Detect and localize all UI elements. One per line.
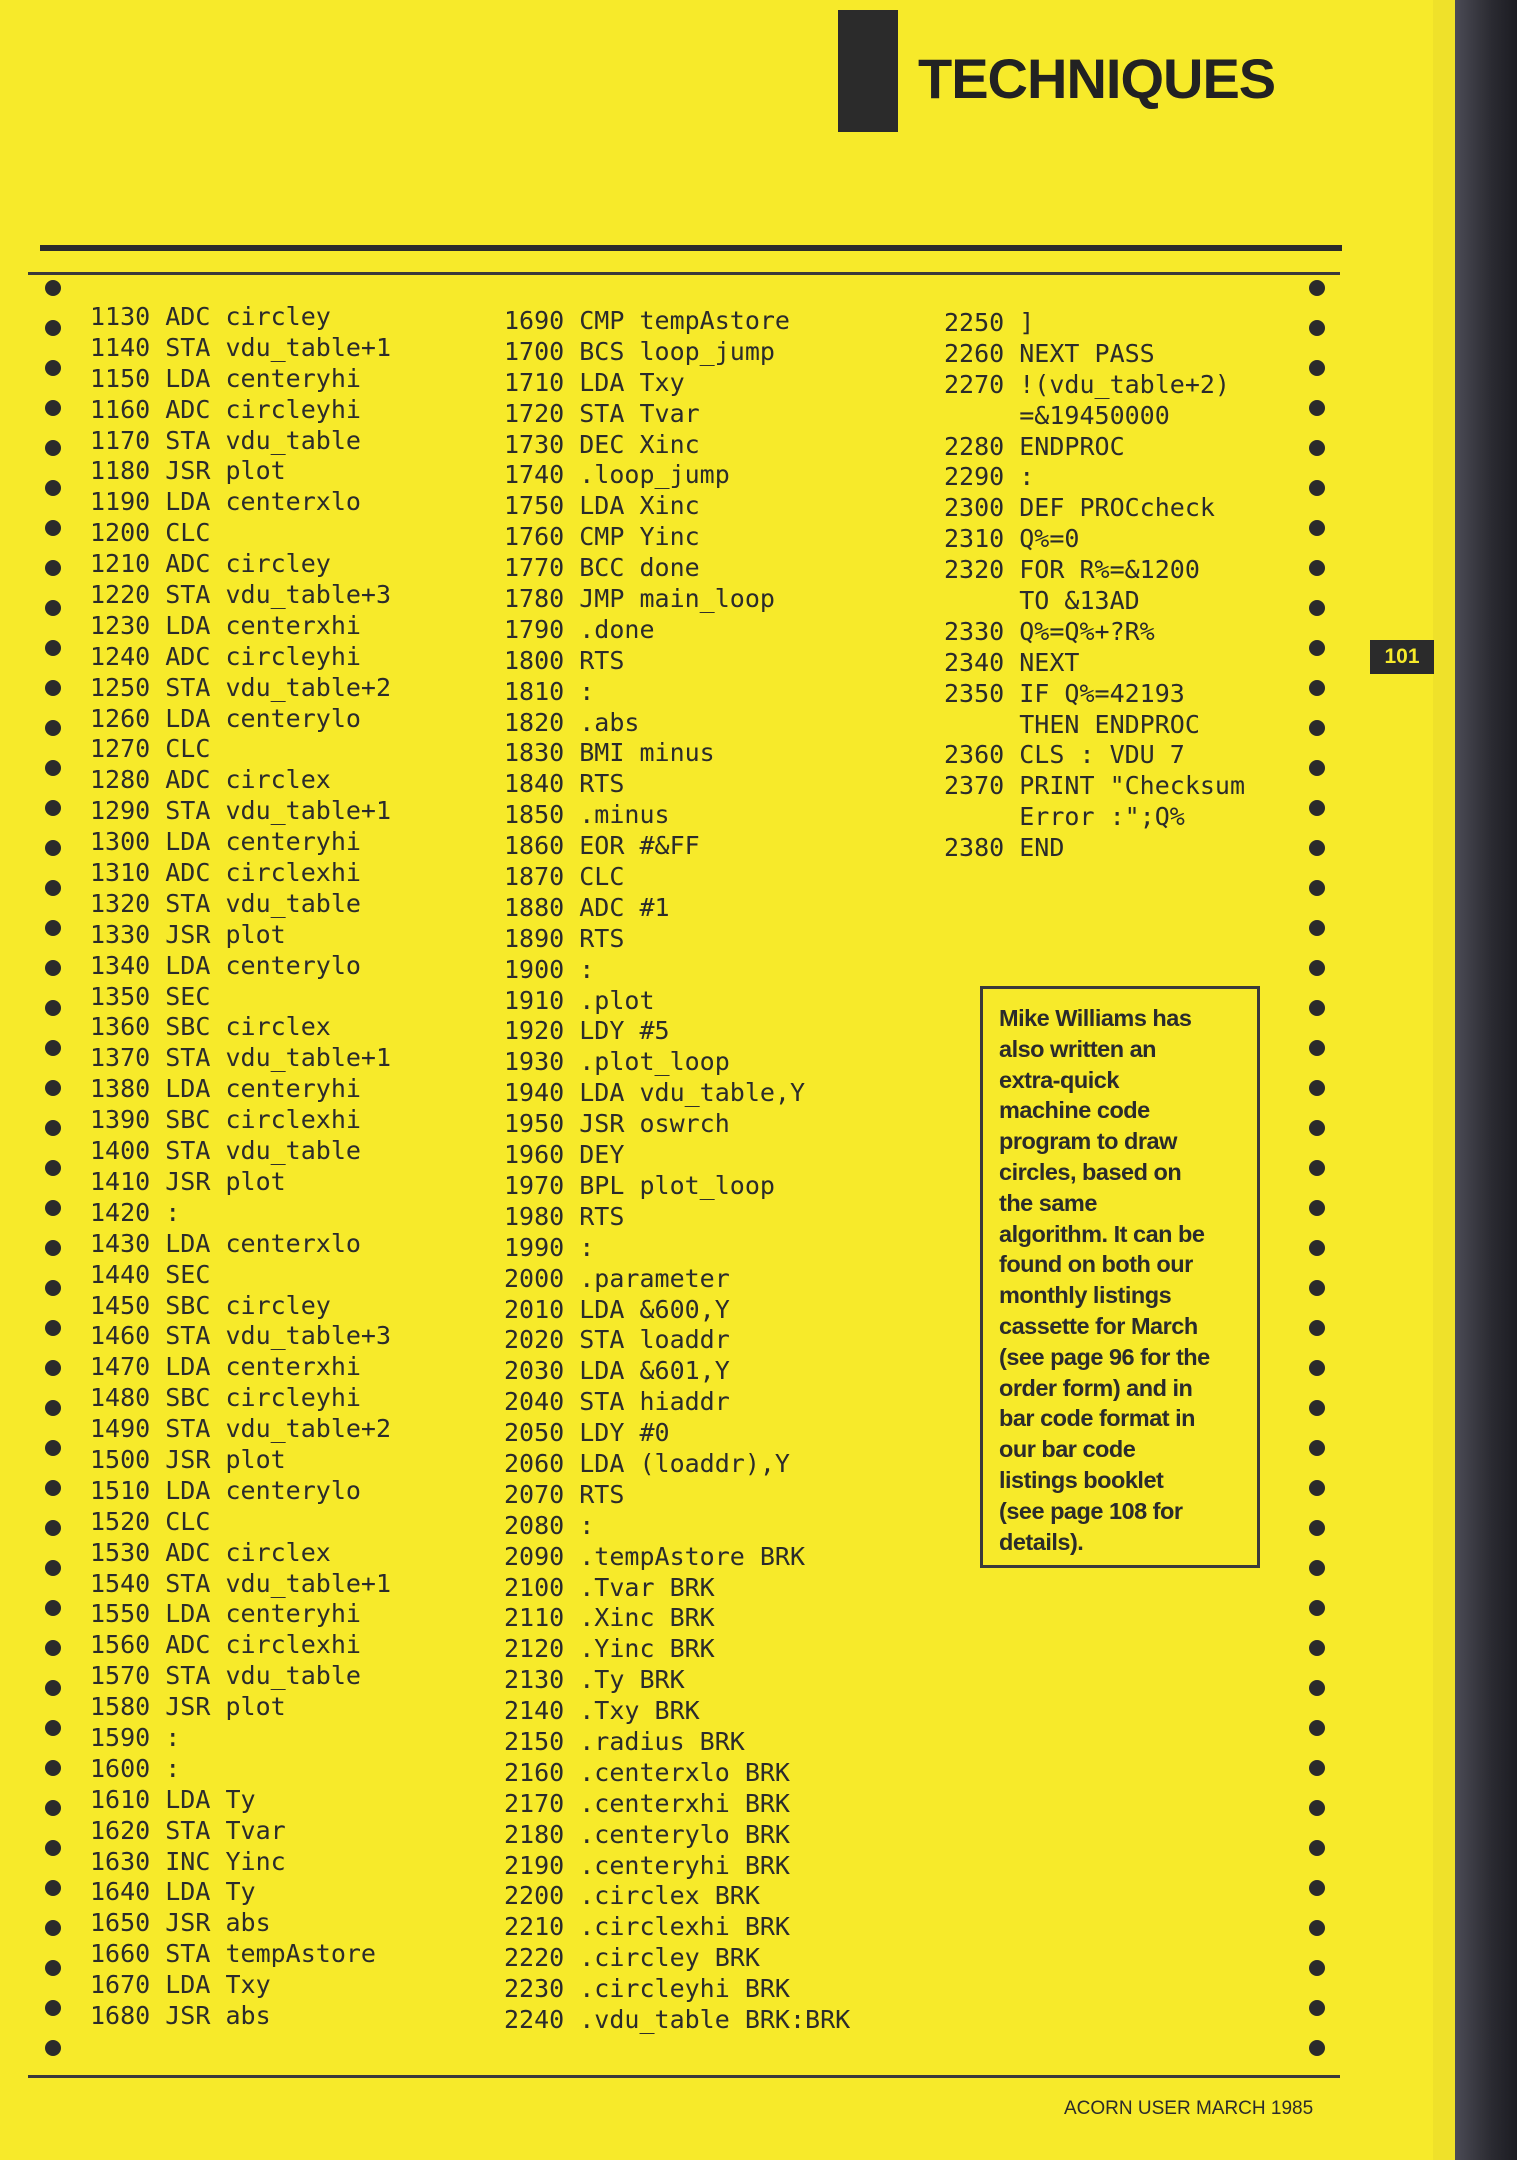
feed-hole	[45, 1640, 61, 1656]
listing-line: 1810 :	[504, 676, 595, 706]
feed-hole	[45, 920, 61, 936]
feed-hole	[1309, 1800, 1325, 1816]
listing-line: 2380 END	[944, 833, 1065, 863]
listing-line: 2370 PRINT "Checksum	[944, 771, 1246, 801]
listing-line: 1410 JSR plot	[90, 1166, 286, 1196]
feed-hole	[1309, 2040, 1325, 2056]
listing-line: 1360 SBC circlex	[90, 1012, 331, 1042]
listing-line: 1130 ADC circley	[90, 302, 331, 331]
listing-line: 1490 STA vdu_table+2	[90, 1414, 392, 1444]
feed-hole	[45, 1800, 61, 1816]
listing-line: 1270 CLC	[90, 734, 211, 764]
feed-hole	[45, 1760, 61, 1776]
feed-hole	[45, 1720, 61, 1736]
listing-line: 2310 Q%=0	[944, 524, 1080, 554]
note-line: order form) and in	[999, 1374, 1193, 1401]
listing-line: 1920 LDY #5	[504, 1016, 670, 1046]
feed-hole	[1309, 1600, 1325, 1616]
listing-line: 1150 LDA centeryhi	[90, 363, 361, 393]
listing-line: 1830 BMI minus	[504, 738, 715, 768]
listing-line: 1760 CMP Yinc	[504, 522, 700, 552]
feed-hole	[45, 600, 61, 616]
note-line: the same	[999, 1189, 1097, 1216]
note-line: our bar code	[999, 1436, 1136, 1463]
listing-line: 1510 LDA centerylo	[90, 1475, 361, 1505]
feed-hole	[1309, 1880, 1325, 1896]
feed-hole	[1309, 1520, 1325, 1536]
feed-hole	[45, 360, 61, 376]
feed-hole	[1309, 1680, 1325, 1696]
note-line: program to draw	[999, 1128, 1177, 1155]
feed-hole	[1309, 960, 1325, 976]
listing-line: 1500 JSR plot	[90, 1444, 286, 1474]
listing-line: 1280 ADC circlex	[90, 765, 331, 795]
feed-hole	[1309, 720, 1325, 736]
feed-hole	[1309, 800, 1325, 816]
listing-line: 1720 STA Tvar	[504, 398, 700, 428]
listing-line: 1880 ADC #1	[504, 892, 670, 922]
listing-line: 1340 LDA centerylo	[90, 950, 361, 980]
listing-line: 1630 INC Yinc	[90, 1846, 286, 1876]
listing-line: 2080 :	[504, 1510, 595, 1540]
feed-hole	[1309, 600, 1325, 616]
feed-hole	[45, 1120, 61, 1136]
feed-hole	[45, 760, 61, 776]
listing-line: 1770 BCC done	[504, 553, 700, 583]
listing-line: 1670 LDA Txy	[90, 1970, 271, 2000]
feed-hole	[1309, 880, 1325, 896]
feed-hole	[45, 1960, 61, 1976]
feed-hole	[1309, 320, 1325, 336]
feed-hole	[45, 1040, 61, 1056]
note-line: also written an	[999, 1035, 1157, 1062]
listing-line: 1240 ADC circleyhi	[90, 641, 361, 671]
note-line: found on both our	[999, 1251, 1193, 1278]
listing-line: 1710 LDA Txy	[504, 367, 685, 397]
feed-hole	[45, 1320, 61, 1336]
listing-line: 2220 .circley BRK	[504, 1943, 760, 1973]
listing-line: 2190 .centeryhi BRK	[504, 1850, 790, 1880]
section-tab-marker	[838, 10, 898, 132]
listing-line: 1970 BPL plot_loop	[504, 1170, 775, 1200]
listing-line: 1590 :	[90, 1722, 181, 1752]
feed-hole	[1309, 400, 1325, 416]
listing-line: 1860 EOR #&FF	[504, 831, 700, 861]
feed-hole	[45, 480, 61, 496]
listing-line: 1870 CLC	[504, 862, 625, 892]
note-line: machine code	[999, 1097, 1150, 1124]
listing-line: 2210 .circlexhi BRK	[504, 1912, 790, 1942]
listing-line: 2250 ]	[944, 308, 1035, 337]
note-line: extra-quick	[999, 1066, 1119, 1093]
listing-line: 2000 .parameter	[504, 1263, 730, 1293]
feed-hole	[1309, 560, 1325, 576]
listing-line: 2020 STA loaddr	[504, 1325, 730, 1355]
listing-line: 2330 Q%=Q%+?R%	[944, 616, 1155, 646]
listing-line: 1330 JSR plot	[90, 919, 286, 949]
listing-line: 2150 .radius BRK	[504, 1726, 745, 1756]
feed-hole	[1309, 1000, 1325, 1016]
listing-line: 2300 DEF PROCcheck	[944, 493, 1215, 523]
feed-hole	[45, 1440, 61, 1456]
feed-hole	[1309, 920, 1325, 936]
feed-hole	[1309, 1280, 1325, 1296]
listing-line: 2010 LDA &600,Y	[504, 1294, 730, 1324]
listing-line: 1640 LDA Ty	[90, 1877, 256, 1907]
sidebar-note-box	[980, 986, 1260, 1568]
listing-line: 1460 STA vdu_table+3	[90, 1321, 392, 1351]
page-margin	[1433, 0, 1455, 2160]
feed-hole	[45, 1360, 61, 1376]
listing-line: 1140 STA vdu_table+1	[90, 332, 392, 362]
listing-line: 1740 .loop_jump	[504, 460, 730, 490]
page-edge-shadow	[1455, 0, 1517, 2160]
listing-line: 2110 .Xinc BRK	[504, 1603, 715, 1633]
footer-issue-line: ACORN USER MARCH 1985	[1064, 2098, 1314, 2119]
listing-line: 2160 .centerxlo BRK	[504, 1757, 790, 1787]
listing-line: 1540 STA vdu_table+1	[90, 1568, 392, 1598]
tractor-feed-holes-left	[42, 272, 64, 2072]
listing-line: 2260 NEXT PASS	[944, 338, 1155, 368]
feed-hole	[45, 960, 61, 976]
listing-line: 1430 LDA centerxlo	[90, 1228, 361, 1258]
feed-hole	[45, 1880, 61, 1896]
listing-line: 1160 ADC circleyhi	[90, 394, 361, 424]
feed-hole	[45, 1400, 61, 1416]
listing-line: 2270 !(vdu_table+2)	[944, 369, 1230, 399]
feed-hole	[45, 440, 61, 456]
feed-hole	[45, 2000, 61, 2016]
listing-line: 2200 .circlex BRK	[504, 1881, 760, 1911]
note-line: cassette for March	[999, 1312, 1198, 1339]
feed-hole	[45, 720, 61, 736]
listing-line: 1300 LDA centeryhi	[90, 827, 361, 857]
listing-line: 2350 IF Q%=42193	[944, 678, 1185, 708]
listing-line: Error :";Q%	[944, 802, 1185, 832]
listing-line: 1930 .plot_loop	[504, 1047, 730, 1077]
feed-hole	[45, 1520, 61, 1536]
note-line: listings booklet	[999, 1466, 1164, 1493]
feed-hole	[45, 1080, 61, 1096]
feed-hole	[1309, 760, 1325, 776]
note-line: details).	[999, 1528, 1084, 1555]
listing-line: 1660 STA tempAstore	[90, 1939, 376, 1969]
listing-column-1	[90, 302, 391, 2032]
listing-line: 1250 STA vdu_table+2	[90, 672, 392, 702]
feed-hole	[1309, 440, 1325, 456]
listing-line: 1190 LDA centerxlo	[90, 487, 361, 517]
listing-line: 1960 DEY	[504, 1140, 625, 1170]
listing-line: 2180 .centerylo BRK	[504, 1819, 790, 1849]
listing-line: 1520 CLC	[90, 1506, 211, 1536]
note-line: circles, based on	[999, 1158, 1182, 1185]
listing-line: 1200 CLC	[90, 518, 211, 548]
feed-hole	[45, 280, 61, 296]
feed-hole	[1309, 680, 1325, 696]
listing-line: 1750 LDA Xinc	[504, 491, 700, 521]
feed-hole	[45, 1280, 61, 1296]
listing-line: 1420 :	[90, 1197, 181, 1227]
feed-hole	[45, 1200, 61, 1216]
feed-hole	[1309, 1840, 1325, 1856]
listing-line: 1730 DEC Xinc	[504, 429, 700, 459]
listing-line: 1620 STA Tvar	[90, 1815, 286, 1845]
listing-line: 1700 BCS loop_jump	[504, 336, 775, 366]
listing-line: 2320 FOR R%=&1200	[944, 555, 1200, 585]
note-line: bar code format in	[999, 1405, 1196, 1432]
listing-line: 2230 .circleyhi BRK	[504, 1974, 790, 2004]
listing-line: 1570 STA vdu_table	[90, 1661, 361, 1691]
listing-line: 1950 JSR oswrch	[504, 1109, 730, 1139]
listing-line: 2290 :	[944, 462, 1035, 492]
note-line: monthly listings	[999, 1282, 1172, 1309]
feed-hole	[45, 1160, 61, 1176]
note-line: (see page 108 for	[999, 1497, 1183, 1524]
listing-line: 1680 JSR abs	[90, 2000, 271, 2030]
listing-line: 1850 .minus	[504, 800, 670, 830]
feed-hole	[1309, 1160, 1325, 1176]
listing-line: 1370 STA vdu_table+1	[90, 1043, 392, 1073]
listing-line: 2240 .vdu_table BRK:BRK	[504, 2004, 851, 2034]
feed-hole	[1309, 1080, 1325, 1096]
listing-line: 1980 RTS	[504, 1201, 625, 1231]
listing-column-3	[944, 308, 1245, 864]
listing-line: 2040 STA hiaddr	[504, 1387, 730, 1417]
note-line: Mike Williams has	[999, 1005, 1192, 1031]
listing-line: 2130 .Ty BRK	[504, 1665, 685, 1695]
page-number: 101	[1370, 640, 1434, 674]
listing-line: 1320 STA vdu_table	[90, 888, 361, 918]
feed-hole	[1309, 1320, 1325, 1336]
listing-line: 2100 .Tvar BRK	[504, 1572, 715, 1602]
feed-hole	[45, 1240, 61, 1256]
listing-line: 1600 :	[90, 1753, 181, 1783]
feed-hole	[45, 1680, 61, 1696]
listing-line: 1380 LDA centeryhi	[90, 1074, 361, 1104]
listing-column-2	[504, 306, 850, 2036]
listing-line: 1450 SBC circley	[90, 1290, 331, 1320]
listing-line: 1560 ADC circlexhi	[90, 1630, 361, 1660]
listing-line: 1840 RTS	[504, 769, 625, 799]
listing-line: 1180 JSR plot	[90, 456, 286, 486]
listing-line: 1170 STA vdu_table	[90, 425, 361, 455]
feed-hole	[45, 1840, 61, 1856]
listing-line: 2070 RTS	[504, 1479, 625, 1509]
feed-hole	[1309, 1920, 1325, 1936]
listing-line: 1900 :	[504, 954, 595, 984]
listing-line: 2170 .centerxhi BRK	[504, 1788, 790, 1818]
feed-hole	[45, 840, 61, 856]
listing-line: 2050 LDY #0	[504, 1418, 670, 1448]
feed-hole	[45, 1480, 61, 1496]
listing-line: 1210 ADC circley	[90, 549, 331, 579]
listing-line: 1800 RTS	[504, 645, 625, 675]
listing-line: 1890 RTS	[504, 923, 625, 953]
listing-line: 1580 JSR plot	[90, 1692, 286, 1722]
listing-line: 1470 LDA centerxhi	[90, 1352, 361, 1382]
listing-line: 2280 ENDPROC	[944, 431, 1125, 461]
listing-line: 1350 SEC	[90, 981, 211, 1011]
listing-line: THEN ENDPROC	[944, 709, 1200, 739]
feed-hole	[1309, 1960, 1325, 1976]
feed-hole	[1309, 480, 1325, 496]
feed-hole	[1309, 1360, 1325, 1376]
listing-line: =&19450000	[944, 400, 1170, 430]
listing-line: 1780 JMP main_loop	[504, 584, 775, 614]
feed-hole	[45, 520, 61, 536]
listing-line: 2340 NEXT	[944, 647, 1080, 677]
listing-line: 1910 .plot	[504, 985, 655, 1015]
listing-line: 1990 :	[504, 1232, 595, 1262]
feed-hole	[45, 400, 61, 416]
listing-line: 2120 .Yinc BRK	[504, 1634, 715, 1664]
feed-hole	[1309, 1200, 1325, 1216]
listing-line: 1220 STA vdu_table+3	[90, 580, 392, 610]
listing-line: 2090 .tempAstore BRK	[504, 1541, 806, 1571]
feed-hole	[45, 800, 61, 816]
listing-line: 1260 LDA centerylo	[90, 703, 361, 733]
listing-line: 2140 .Txy BRK	[504, 1696, 700, 1726]
listing-line: 1610 LDA Ty	[90, 1784, 256, 1814]
listing-line: 1820 .abs	[504, 707, 640, 737]
feed-hole	[1309, 1440, 1325, 1456]
feed-hole	[45, 880, 61, 896]
section-title: TECHNIQUES	[918, 47, 1276, 110]
listing-line: 1290 STA vdu_table+1	[90, 796, 392, 826]
feed-hole	[45, 2040, 61, 2056]
listing-line: TO &13AD	[944, 586, 1140, 616]
note-line: algorithm. It can be	[999, 1220, 1205, 1247]
listing-line: 1940 LDA vdu_table,Y	[504, 1078, 806, 1108]
feed-hole	[1309, 840, 1325, 856]
listing-line: 2360 CLS : VDU 7	[944, 740, 1185, 770]
feed-hole	[45, 320, 61, 336]
feed-hole	[1309, 1240, 1325, 1256]
feed-hole	[1309, 1120, 1325, 1136]
feed-hole	[1309, 640, 1325, 656]
feed-hole	[1309, 1400, 1325, 1416]
listing-line: 1230 LDA centerxhi	[90, 610, 361, 640]
feed-hole	[1309, 1720, 1325, 1736]
feed-hole	[1309, 2000, 1325, 2016]
listing-line: 1530 ADC circlex	[90, 1537, 331, 1567]
listing-line: 2030 LDA &601,Y	[504, 1356, 730, 1386]
listing-line: 1310 ADC circlexhi	[90, 858, 361, 888]
feed-hole	[1309, 280, 1325, 296]
sidebar-note-text	[999, 1003, 1241, 1557]
feed-hole	[1309, 1480, 1325, 1496]
feed-hole	[45, 640, 61, 656]
feed-hole	[45, 680, 61, 696]
feed-hole	[45, 1000, 61, 1016]
feed-hole	[45, 560, 61, 576]
listing-line: 1690 CMP tempAstore	[504, 306, 790, 335]
feed-hole	[1309, 520, 1325, 536]
listing-line: 1480 SBC circleyhi	[90, 1383, 361, 1413]
listing-line: 1790 .done	[504, 614, 655, 644]
feed-hole	[1309, 1640, 1325, 1656]
feed-hole	[45, 1920, 61, 1936]
tractor-feed-holes-right	[1306, 272, 1328, 2072]
feed-hole	[45, 1560, 61, 1576]
feed-hole	[1309, 360, 1325, 376]
listing-line: 1650 JSR abs	[90, 1908, 271, 1938]
feed-hole	[1309, 1560, 1325, 1576]
listing-line: 1440 SEC	[90, 1259, 211, 1289]
listing-line: 1550 LDA centeryhi	[90, 1599, 361, 1629]
header-rule	[40, 245, 1342, 251]
listing-line: 2060 LDA (loaddr),Y	[504, 1448, 790, 1478]
note-line: (see page 96 for the	[999, 1343, 1210, 1370]
listing-line: 1390 SBC circlexhi	[90, 1105, 361, 1135]
listing-line: 1400 STA vdu_table	[90, 1136, 361, 1166]
feed-hole	[1309, 1040, 1325, 1056]
feed-hole	[45, 1600, 61, 1616]
feed-hole	[1309, 1760, 1325, 1776]
